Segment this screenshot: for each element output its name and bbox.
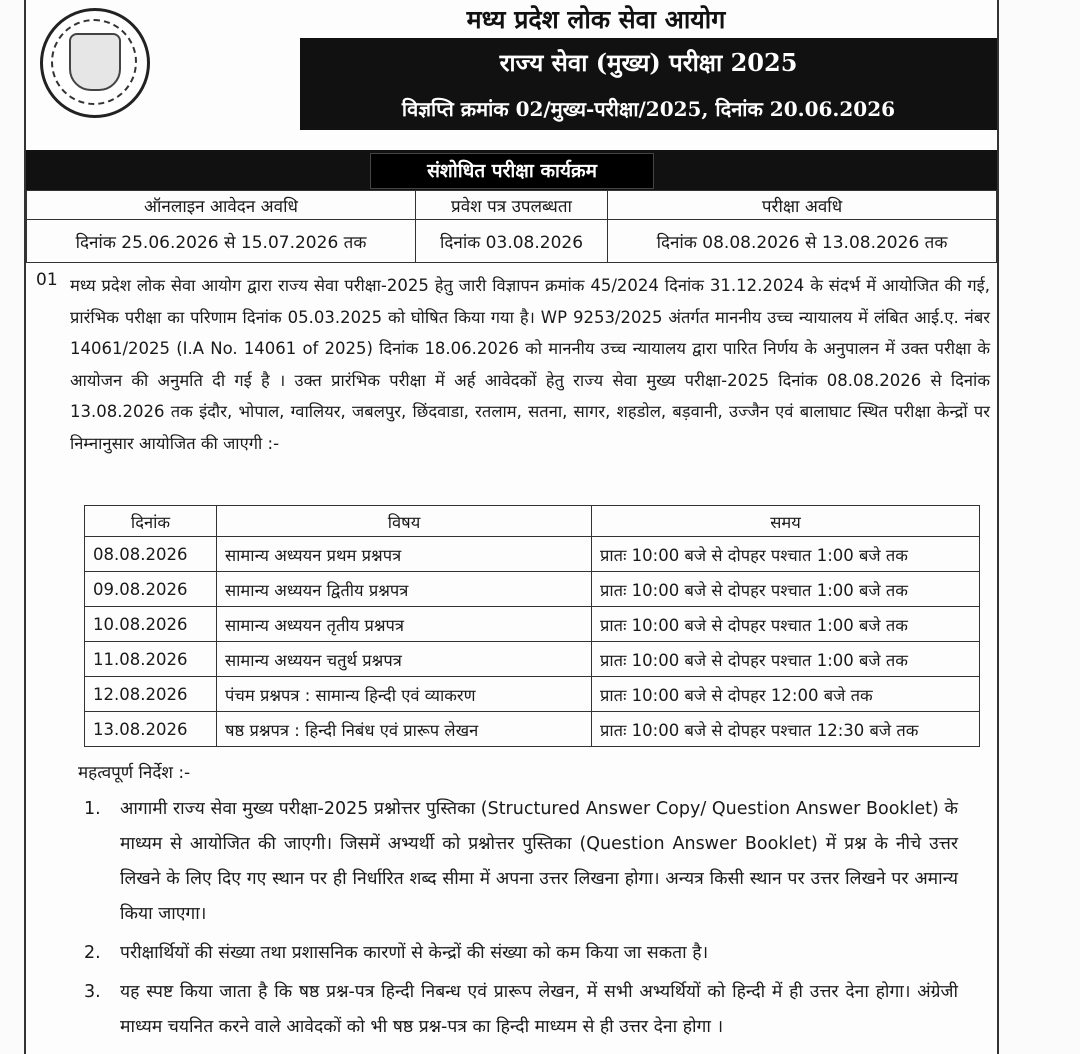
exam-time: प्रातः 10:00 बजे से दोपहर पश्चात 12:30 बजे तक (592, 712, 980, 747)
exam-time: प्रातः 10:00 बजे से दोपहर 12:00 बजे तक (592, 677, 980, 712)
section-label: संशोधित परीक्षा कार्यक्रम (370, 153, 654, 189)
notice-number: विज्ञप्ति क्रमांक 02/मुख्य-परीक्षा/2025, दिनांक 20.06.2026 (401, 97, 896, 121)
item-number: 2. (84, 943, 101, 963)
mppsc-seal-icon (40, 8, 150, 118)
commission-title: मध्य प्रदेश लोक सेवा आयोग (466, 5, 726, 34)
exam-subject: षष्ठ प्रश्नपत्र : हिन्दी निबंध एवं प्रारूप लेखन (217, 712, 592, 747)
exam-time: प्रातः 10:00 बजे से दोपहर पश्चात 1:00 बजे तक (592, 537, 980, 572)
table-row (85, 537, 980, 572)
header-banner (300, 38, 997, 130)
exam-table-header: विषय (217, 506, 592, 537)
item-text: यह स्पष्ट किया जाता है कि षष्ठ प्रश्न-पत्र हिन्दी निबन्ध एवं प्रारूप लेखन, में सभी अभ्यर्थियों को हिन्दी में ही उत्तर देना होगा। अंग्रेजी माध्यम चयनित करने वाले आवेदकों को भी षष्ठ प्रश्न-पत्र का हिन्दी माध्यम से ही उत्तर देना होगा । (120, 982, 958, 1037)
exam-subject: सामान्य अध्ययन द्वितीय प्रश्नपत्र (217, 572, 592, 607)
table-row (85, 572, 980, 607)
exam-date: 13.08.2026 (85, 712, 217, 747)
exam-date: 09.08.2026 (85, 572, 217, 607)
table-row (85, 712, 980, 747)
item-text: आगामी राज्य सेवा मुख्य परीक्षा-2025 प्रश्नोत्तर पुस्तिका (Structured Answer Copy/ Question Answer Booklet) के माध्यम से आयोजित की जाएगी। जिसमें अभ्यर्थी को प्रश्नोत्तर पुस्तिका (Question Answer Booklet) में प्रश्न के नीचे उत्तर लिखने के लिए दिए गए स्थान पर ही निर्धारित शब्द सीमा में अपना उत्तर लिखना होगा। अन्यत्र किसी स्थान पर उत्तर लिखने पर अमान्य किया जाएगा। (120, 799, 958, 924)
schedule-header: ऑनलाइन आवेदन अवधि (27, 191, 416, 220)
schedule-header: परीक्षा अवधि (608, 191, 997, 220)
exam-table-header: दिनांक (85, 506, 217, 537)
list-item (78, 936, 958, 971)
exam-date: 08.08.2026 (85, 537, 217, 572)
section-banner (26, 150, 997, 190)
schedule-value: दिनांक 03.08.2026 (415, 220, 607, 263)
schedule-value: दिनांक 25.06.2026 से 15.07.2026 तक (27, 220, 416, 263)
exam-date: 11.08.2026 (85, 642, 217, 677)
list-item (78, 975, 958, 1045)
schedule-value: दिनांक 08.08.2026 से 13.08.2026 तक (608, 220, 997, 263)
item-number: 3. (84, 982, 101, 1002)
exam-subject: सामान्य अध्ययन चतुर्थ प्रश्नपत्र (217, 642, 592, 677)
item-text: परीक्षार्थियों की संख्या तथा प्रशासनिक कारणों से केन्द्रों की संख्या को कम किया जा सकता है। (120, 943, 709, 963)
schedule-header: प्रवेश पत्र उपलब्धता (415, 191, 607, 220)
notice-page (24, 0, 999, 1054)
list-item (78, 792, 958, 932)
exam-table-header: समय (592, 506, 980, 537)
exam-time: प्रातः 10:00 बजे से दोपहर पश्चात 1:00 बजे तक (592, 572, 980, 607)
table-row (85, 677, 980, 712)
table-row (85, 642, 980, 677)
item-number: 1. (84, 799, 101, 819)
exam-subject: सामान्य अध्ययन तृतीय प्रश्नपत्र (217, 607, 592, 642)
instructions-list (78, 792, 958, 1049)
main-paragraph: मध्य प्रदेश लोक सेवा आयोग द्वारा राज्य सेवा परीक्षा-2025 हेतु जारी विज्ञापन क्रमांक 45/2024 दिनांक 31.12.2024 के संदर्भ में आयोजित की गई, प्रारंभिक परीक्षा का परिणाम दिनांक 05.03.2025 को घोषित किया गया है। WP 9253/2025 अंतर्गत माननीय उच्च न्यायालय में लंबित आई.ए. नंबर 14061/2025 (I.A No. 14061 of 2025) दिनांक 18.06.2026 को माननीय उच्च न्यायालय द्वारा पारित निर्णय के अनुपालन में उक्त परीक्षा के आयोजन की अनुमति दी गई है । उक्त प्रारंभिक परीक्षा में अर्ह आवेदकों हेतु राज्य सेवा मुख्य परीक्षा-2025 दिनांक 08.08.2026 से दिनांक 13.08.2026 तक इंदौर, भोपाल, ग्वालियर, जबलपुर, छिंदवाडा, रतलाम, सतना, सागर, शहडोल, बड़वानी, उज्जैन एवं बालाघाट स्थित परीक्षा केन्द्रों पर निम्नानुसार आयोजित की जाएगी :- (70, 276, 990, 453)
instructions-title: महत्वपूर्ण निर्देश :- (78, 763, 191, 783)
exam-title: राज्य सेवा (मुख्य) परीक्षा 2025 (499, 48, 798, 77)
exam-time: प्रातः 10:00 बजे से दोपहर पश्चात 1:00 बजे तक (592, 607, 980, 642)
exam-subject: सामान्य अध्ययन प्रथम प्रश्नपत्र (217, 537, 592, 572)
exam-table (84, 505, 980, 747)
exam-subject: पंचम प्रश्नपत्र : सामान्य हिन्दी एवं व्याकरण (217, 677, 592, 712)
exam-time: प्रातः 10:00 बजे से दोपहर पश्चात 1:00 बजे तक (592, 642, 980, 677)
schedule-table (26, 190, 997, 263)
table-row (85, 607, 980, 642)
exam-date: 12.08.2026 (85, 677, 217, 712)
paragraph-number: 01 (36, 270, 58, 290)
exam-date: 10.08.2026 (85, 607, 217, 642)
